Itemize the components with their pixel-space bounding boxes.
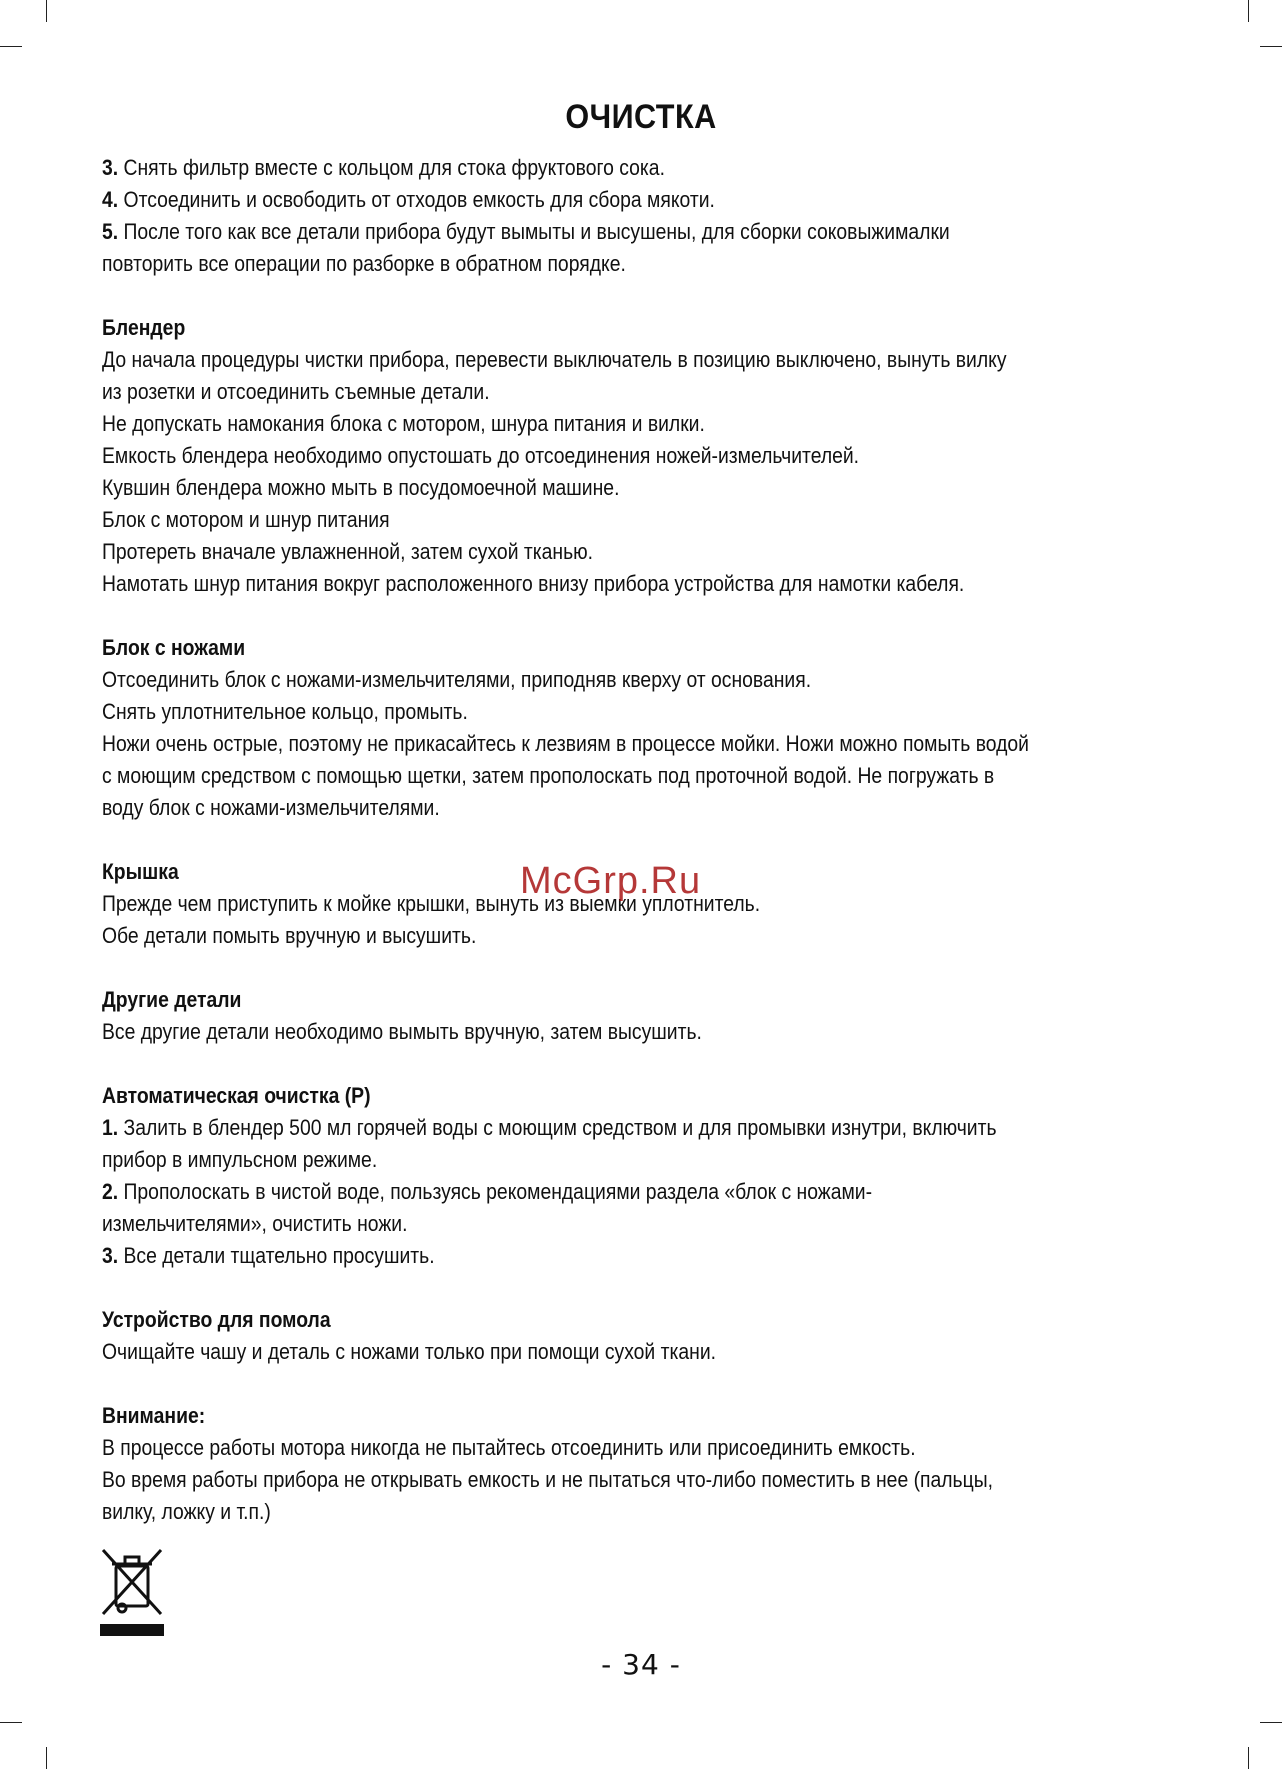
auto-clean-step: 3. Все детали тщательно просушить. (102, 1243, 435, 1268)
paragraph: Не допускать намокания блока с мотором, шнура питания и вилки. (102, 411, 705, 436)
section-heading: Устройство для помола (102, 1307, 331, 1332)
paragraph: Обе детали помыть вручную и высушить. (102, 923, 477, 948)
paragraph: Прежде чем приступить к мойке крышки, вынуть из выемки уплотнитель. (102, 891, 761, 916)
paragraph: Протереть вначале увлажненной, затем сухой тканью. (102, 539, 594, 564)
section-blades (102, 632, 1031, 824)
paragraph: Отсоединить блок с ножами-измельчителями, приподняв кверху от основания. (102, 667, 812, 692)
section-heading: Крышка (102, 859, 179, 884)
auto-clean-step: 1. Залить в блендер 500 мл горячей воды с моющим средством и для промывки изнутри, включить прибор в импульсном режиме. (102, 1115, 997, 1172)
paragraph: Все другие детали необходимо вымыть вручную, затем высушить. (102, 1019, 702, 1044)
crop-mark (1260, 46, 1282, 47)
section-heading: Внимание: (102, 1403, 206, 1428)
paragraph: Снять уплотнительное кольцо, промыть. (102, 699, 468, 724)
paragraph: Очищайте чашу и деталь с ножами только при помощи сухой ткани. (102, 1339, 717, 1364)
intro-step: 5. После того как все детали прибора будут вымыты и высушены, для сборки соковыжималки повторить все операции по разборке в обратном порядке. (102, 219, 950, 276)
section-grinder (102, 1304, 1031, 1368)
section-heading: Блендер (102, 315, 186, 340)
crop-mark (46, 0, 47, 22)
intro-steps (102, 152, 1031, 280)
crop-mark (0, 46, 22, 47)
page-title: ОЧИСТКА (565, 98, 717, 136)
crop-mark (1248, 0, 1249, 22)
weee-crossed-bin-icon (100, 1548, 164, 1638)
crop-mark (0, 1722, 22, 1723)
intro-step: 3. Снять фильтр вместе с кольцом для стока фруктового сока. (102, 155, 665, 180)
paragraph: Намотать шнур питания вокруг расположенного внизу прибора устройства для намотки кабеля. (102, 571, 965, 596)
paragraph: Кувшин блендера можно мыть в посудомоечной машине. (102, 475, 620, 500)
section-heading: Автоматическая очистка (P) (102, 1083, 371, 1108)
auto-clean-step: 2. Прополоскать в чистой воде, пользуясь рекомендациями раздела «блок с ножами-измельчителями», очистить ножи. (102, 1179, 873, 1236)
crop-mark (1260, 1722, 1282, 1723)
section-auto-clean (102, 1080, 1031, 1272)
section-warning (102, 1400, 1031, 1528)
crop-mark (46, 1747, 47, 1769)
paragraph: В процессе работы мотора никогда не пытайтесь отсоединить или присоединить емкость. (102, 1435, 916, 1460)
paragraph: Во время работы прибора не открывать емкость и не пытаться что-либо поместить в нее (пальцы, вилку, ложку и т.п.) (102, 1467, 994, 1524)
section-other (102, 984, 1031, 1048)
section-heading: Другие детали (102, 987, 242, 1012)
paragraph: Блок с мотором и шнур питания (102, 507, 390, 532)
paragraph: До начала процедуры чистки прибора, перевести выключатель в позицию выключено, вынуть вилку из розетки и отсоединить съемные детали. (102, 347, 1007, 404)
page-content (102, 152, 1031, 1528)
paragraph: Емкость блендера необходимо опустошать до отсоединения ножей-измельчителей. (102, 443, 860, 468)
crop-mark (1248, 1747, 1249, 1769)
watermark: McGrp.Ru (520, 860, 702, 902)
intro-step: 4. Отсоединить и освободить от отходов емкость для сбора мякоти. (102, 187, 715, 212)
page-number: - 34 - (601, 1648, 681, 1681)
section-heading: Блок с ножами (102, 635, 246, 660)
paragraph: Ножи очень острые, поэтому не прикасайтесь к лезвиям в процессе мойки. Ножи можно помыть водой с моющим средством с помощью щетки, затем прополоскать под проточной водой. Не погружать в воду блок с ножами-измельчителями. (102, 731, 1029, 820)
section-blender (102, 312, 1031, 600)
